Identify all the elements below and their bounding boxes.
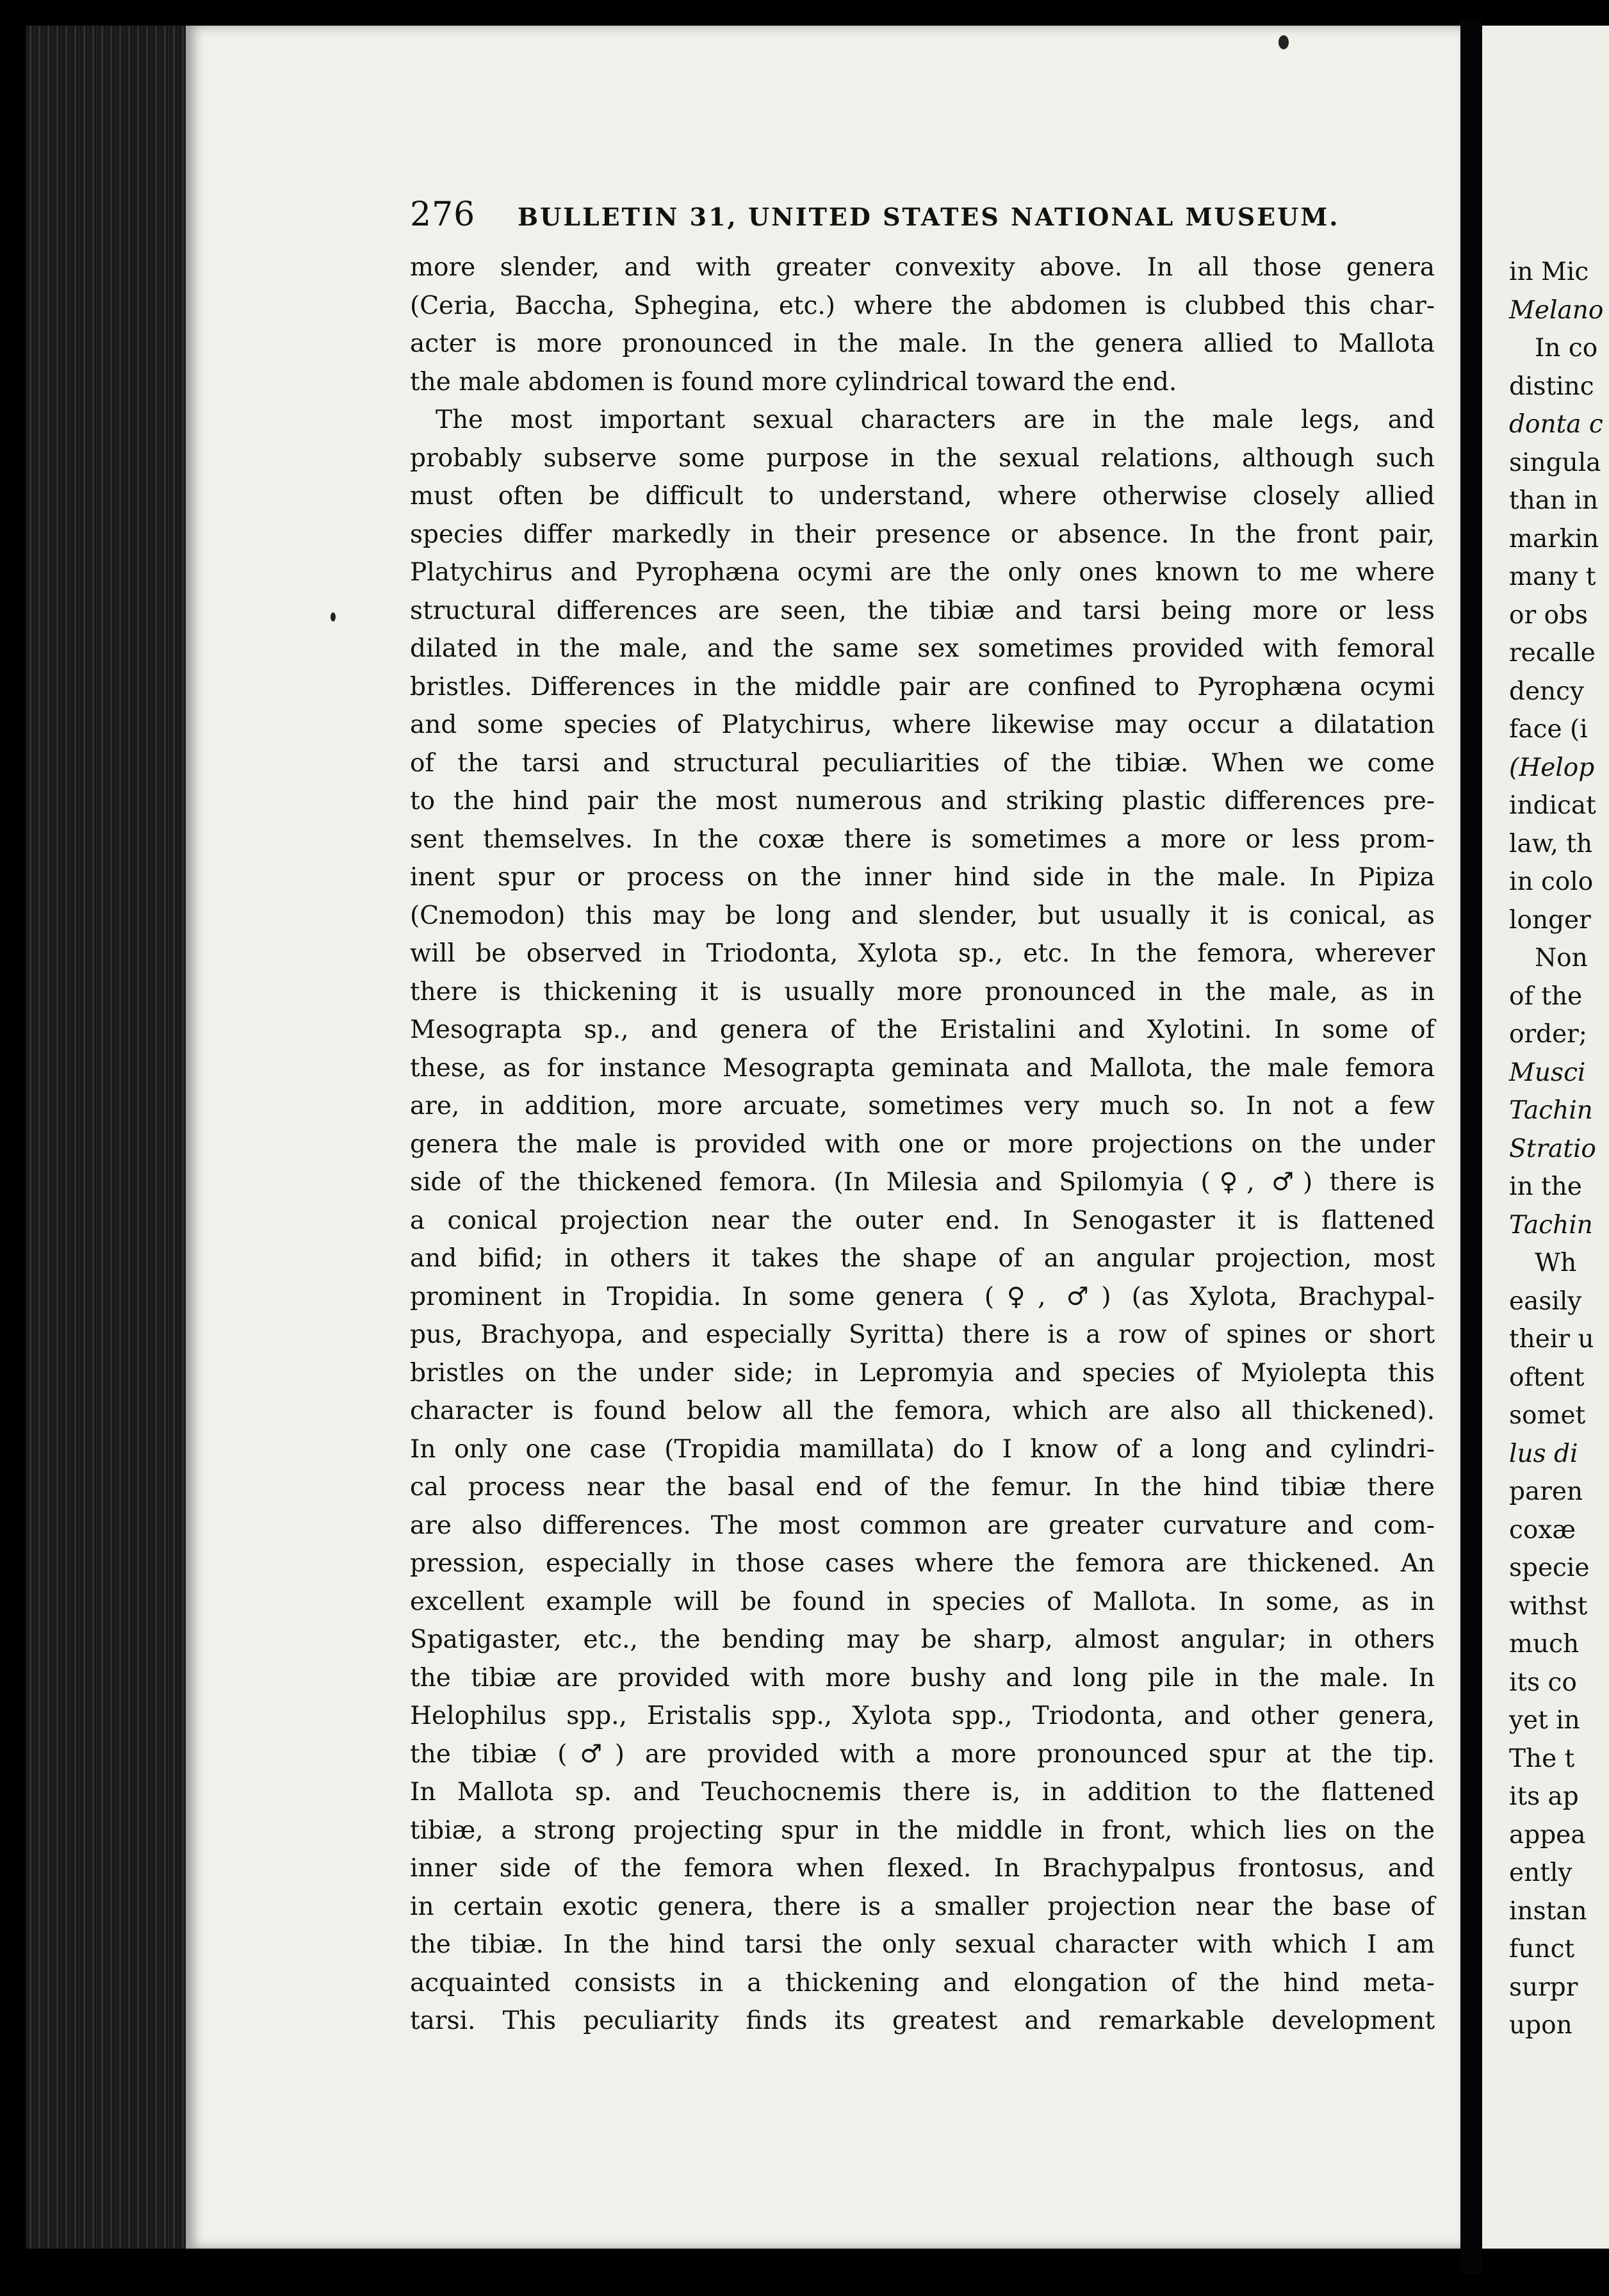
facing-line: yet in bbox=[1509, 1706, 1580, 1735]
text-line: these, as for instance Mesograpta geminata and Mallota, the male femora bbox=[410, 1053, 1435, 1083]
facing-line: withst bbox=[1509, 1591, 1588, 1621]
text-line: tarsi. This peculiarity finds its greatest and remarkable development bbox=[410, 2006, 1435, 2035]
facing-line: The t bbox=[1509, 1744, 1575, 1773]
facing-line: Tachin bbox=[1509, 1210, 1593, 1240]
text-line: (Ceria, Baccha, Sphegina, etc.) where the abdomen is clubbed this char- bbox=[410, 291, 1435, 320]
text-line: The most important sexual characters are in the male legs, and bbox=[436, 406, 1435, 434]
facing-line: ently bbox=[1509, 1858, 1572, 1887]
facing-line: Musci bbox=[1509, 1058, 1586, 1087]
facing-line: in Mic bbox=[1509, 258, 1589, 286]
text-line: inner side of the femora when flexed. In Brachypalpus frontosus, and bbox=[410, 1854, 1435, 1883]
text-line: (Cnemodon) this may be long and slender, but usually it is conical, as bbox=[410, 901, 1435, 930]
facing-line: Non bbox=[1535, 944, 1588, 972]
text-line: side of the thickened femora. (In Milesia and Spilomyia (♀, ♂) there is bbox=[410, 1168, 1435, 1197]
text-line: species differ markedly in their presence or absence. In the front pair, bbox=[410, 520, 1435, 549]
text-line: pus, Brachyopa, and especially Syritta) there is a row of spines or short bbox=[410, 1320, 1435, 1349]
facing-line: instan bbox=[1509, 1896, 1587, 1926]
text-line: will be observed in Triodonta, Xylota sp., etc. In the femora, wherever bbox=[410, 939, 1435, 968]
facing-line: singula bbox=[1509, 448, 1601, 477]
text-line: excellent example will be found in species of Mallota. In some, as in bbox=[410, 1587, 1435, 1616]
facing-line: law, th bbox=[1509, 829, 1593, 858]
facing-line: indicat bbox=[1509, 791, 1596, 820]
text-line: in certain exotic genera, there is a smaller projection near the base of bbox=[410, 1892, 1435, 1921]
text-line: the tibiæ. In the hind tarsi the only sexual character with which I am bbox=[410, 1930, 1435, 1959]
text-line: to the hind pair the most numerous and striking plastic differences pre- bbox=[410, 787, 1435, 816]
facing-line: much bbox=[1509, 1630, 1580, 1659]
speck-mark bbox=[1278, 35, 1289, 49]
facing-line: dency bbox=[1509, 676, 1585, 706]
text-line: Platychirus and Pyrophæna ocymi are the only ones known to me where bbox=[410, 558, 1435, 587]
facing-line: many t bbox=[1509, 562, 1596, 591]
text-line: bristles. Differences in the middle pair are confined to Pyrophæna ocymi bbox=[410, 672, 1435, 701]
text-line: bristles on the under side; in Lepromyia and species of Myiolepta this bbox=[410, 1358, 1435, 1388]
facing-line: its co bbox=[1509, 1668, 1577, 1697]
facing-page bbox=[1482, 26, 1609, 2249]
text-line: are, in addition, more arcuate, sometimes very much so. In not a few bbox=[410, 1092, 1435, 1120]
facing-line: specie bbox=[1509, 1554, 1590, 1582]
speck-mark bbox=[331, 612, 336, 621]
facing-line: recalle bbox=[1509, 639, 1596, 668]
facing-line: their u bbox=[1509, 1325, 1594, 1354]
facing-line: Stratio bbox=[1509, 1134, 1596, 1163]
text-line: of the tarsi and structural peculiarities of the tibiæ. When we come bbox=[410, 748, 1435, 778]
text-line: the tibiæ are provided with more bushy and long pile in the male. In bbox=[410, 1663, 1435, 1693]
text-line: and bifid; in others it takes the shape of an angular projection, most bbox=[410, 1244, 1435, 1273]
text-line: the tibiæ (♂) are provided with a more pronounced spur at the tip. bbox=[410, 1739, 1435, 1769]
facing-line: In co bbox=[1535, 334, 1598, 363]
text-line: cal process near the basal end of the femur. In the hind tibiæ there bbox=[410, 1473, 1435, 1502]
text-line: more slender, and with greater convexity above. In all those genera bbox=[410, 253, 1435, 282]
text-line: a conical projection near the outer end. In Senogaster it is flattened bbox=[410, 1206, 1435, 1235]
facing-line: Wh bbox=[1535, 1249, 1577, 1277]
facing-line: than in bbox=[1509, 486, 1599, 515]
text-line: acter is more pronounced in the male. In the genera allied to Mallota bbox=[410, 329, 1435, 358]
facing-line: order; bbox=[1509, 1020, 1587, 1049]
text-line: dilated in the male, and the same sex sometimes provided with femoral bbox=[410, 634, 1435, 663]
body-text bbox=[410, 249, 1435, 2040]
text-line: tibiæ, a strong projecting spur in the middle in front, which lies on the bbox=[410, 1816, 1435, 1845]
text-line: and some species of Platychirus, where likewise may occur a dilatation bbox=[410, 710, 1435, 739]
text-line: Mesograpta sp., and genera of the Eristalini and Xylotini. In some of bbox=[410, 1015, 1435, 1044]
facing-line: in colo bbox=[1509, 867, 1594, 896]
facing-line: easily bbox=[1509, 1286, 1582, 1316]
text-line: structural differences are seen, the tibiæ and tarsi being more or less bbox=[410, 596, 1435, 625]
text-line: are also differences. The most common are greater curvature and com- bbox=[410, 1511, 1435, 1540]
facing-line: of the bbox=[1509, 981, 1583, 1011]
text-line: must often be difficult to understand, where otherwise closely allied bbox=[410, 482, 1435, 511]
page-edge-stack bbox=[26, 26, 192, 2249]
text-line: prominent in Tropidia. In some genera (♀, ♂) (as Xylota, Brachypal- bbox=[410, 1282, 1435, 1311]
facing-line: paren bbox=[1509, 1477, 1583, 1506]
facing-line: somet bbox=[1509, 1401, 1586, 1430]
text-line: probably subserve some purpose in the sexual relations, although such bbox=[410, 443, 1435, 473]
text-line: inent spur or process on the inner hind side in the male. In Pipiza bbox=[410, 863, 1435, 892]
text-line: In Mallota sp. and Teuchocnemis there is, in addition to the flattened bbox=[410, 1778, 1435, 1807]
facing-line: its ap bbox=[1509, 1782, 1579, 1811]
text-line: character is found below all the femora, which are also all thickened). bbox=[410, 1397, 1435, 1425]
facing-page-text bbox=[1509, 253, 1609, 2045]
facing-line: surpr bbox=[1509, 1972, 1578, 2002]
facing-line: donta c bbox=[1509, 410, 1603, 439]
text-line: Spatigaster, etc., the bending may be sharp, almost angular; in others bbox=[410, 1625, 1435, 1654]
facing-line: coxæ bbox=[1509, 1515, 1576, 1545]
text-line: sent themselves. In the coxæ there is sometimes a more or less prom- bbox=[410, 824, 1435, 854]
facing-line: in the bbox=[1509, 1172, 1582, 1201]
facing-line: lus di bbox=[1509, 1439, 1578, 1468]
facing-line: face (i bbox=[1509, 715, 1588, 744]
facing-line: longer bbox=[1509, 905, 1591, 935]
facing-line: appea bbox=[1509, 1820, 1586, 1849]
text-line: pression, especially in those cases where the femora are thickened. An bbox=[410, 1549, 1435, 1578]
facing-line: (Helop bbox=[1509, 753, 1595, 782]
book-gutter bbox=[1460, 19, 1482, 2274]
facing-line: funct bbox=[1509, 1935, 1575, 1964]
facing-line: distinc bbox=[1509, 372, 1594, 401]
text-line: acquainted consists in a thickening and elongation of the hind meta- bbox=[410, 1968, 1435, 1997]
text-line: Helophilus spp., Eristalis spp., Xylota spp., Triodonta, and other genera, bbox=[410, 1702, 1435, 1730]
facing-line: upon bbox=[1509, 2011, 1572, 2040]
text-line: genera the male is provided with one or more projections on the under bbox=[410, 1129, 1435, 1159]
text-line: the male abdomen is found more cylindrical toward the end. bbox=[410, 367, 1177, 397]
facing-line: oftent bbox=[1509, 1363, 1585, 1392]
facing-line: Tachin bbox=[1509, 1096, 1593, 1125]
running-head-title: BULLETIN 31, UNITED STATES NATIONAL MUSEUM. bbox=[517, 202, 1340, 231]
facing-line: markin bbox=[1509, 524, 1599, 554]
running-head bbox=[410, 195, 1435, 234]
page-number: 276 bbox=[410, 195, 476, 234]
text-line: there is thickening it is usually more pronounced in the male, as in bbox=[410, 977, 1435, 1006]
facing-line: Melano bbox=[1509, 295, 1604, 325]
text-line: In only one case (Tropidia mamillata) do I know of a long and cylindri- bbox=[410, 1434, 1435, 1464]
facing-line: or obs bbox=[1509, 600, 1588, 630]
